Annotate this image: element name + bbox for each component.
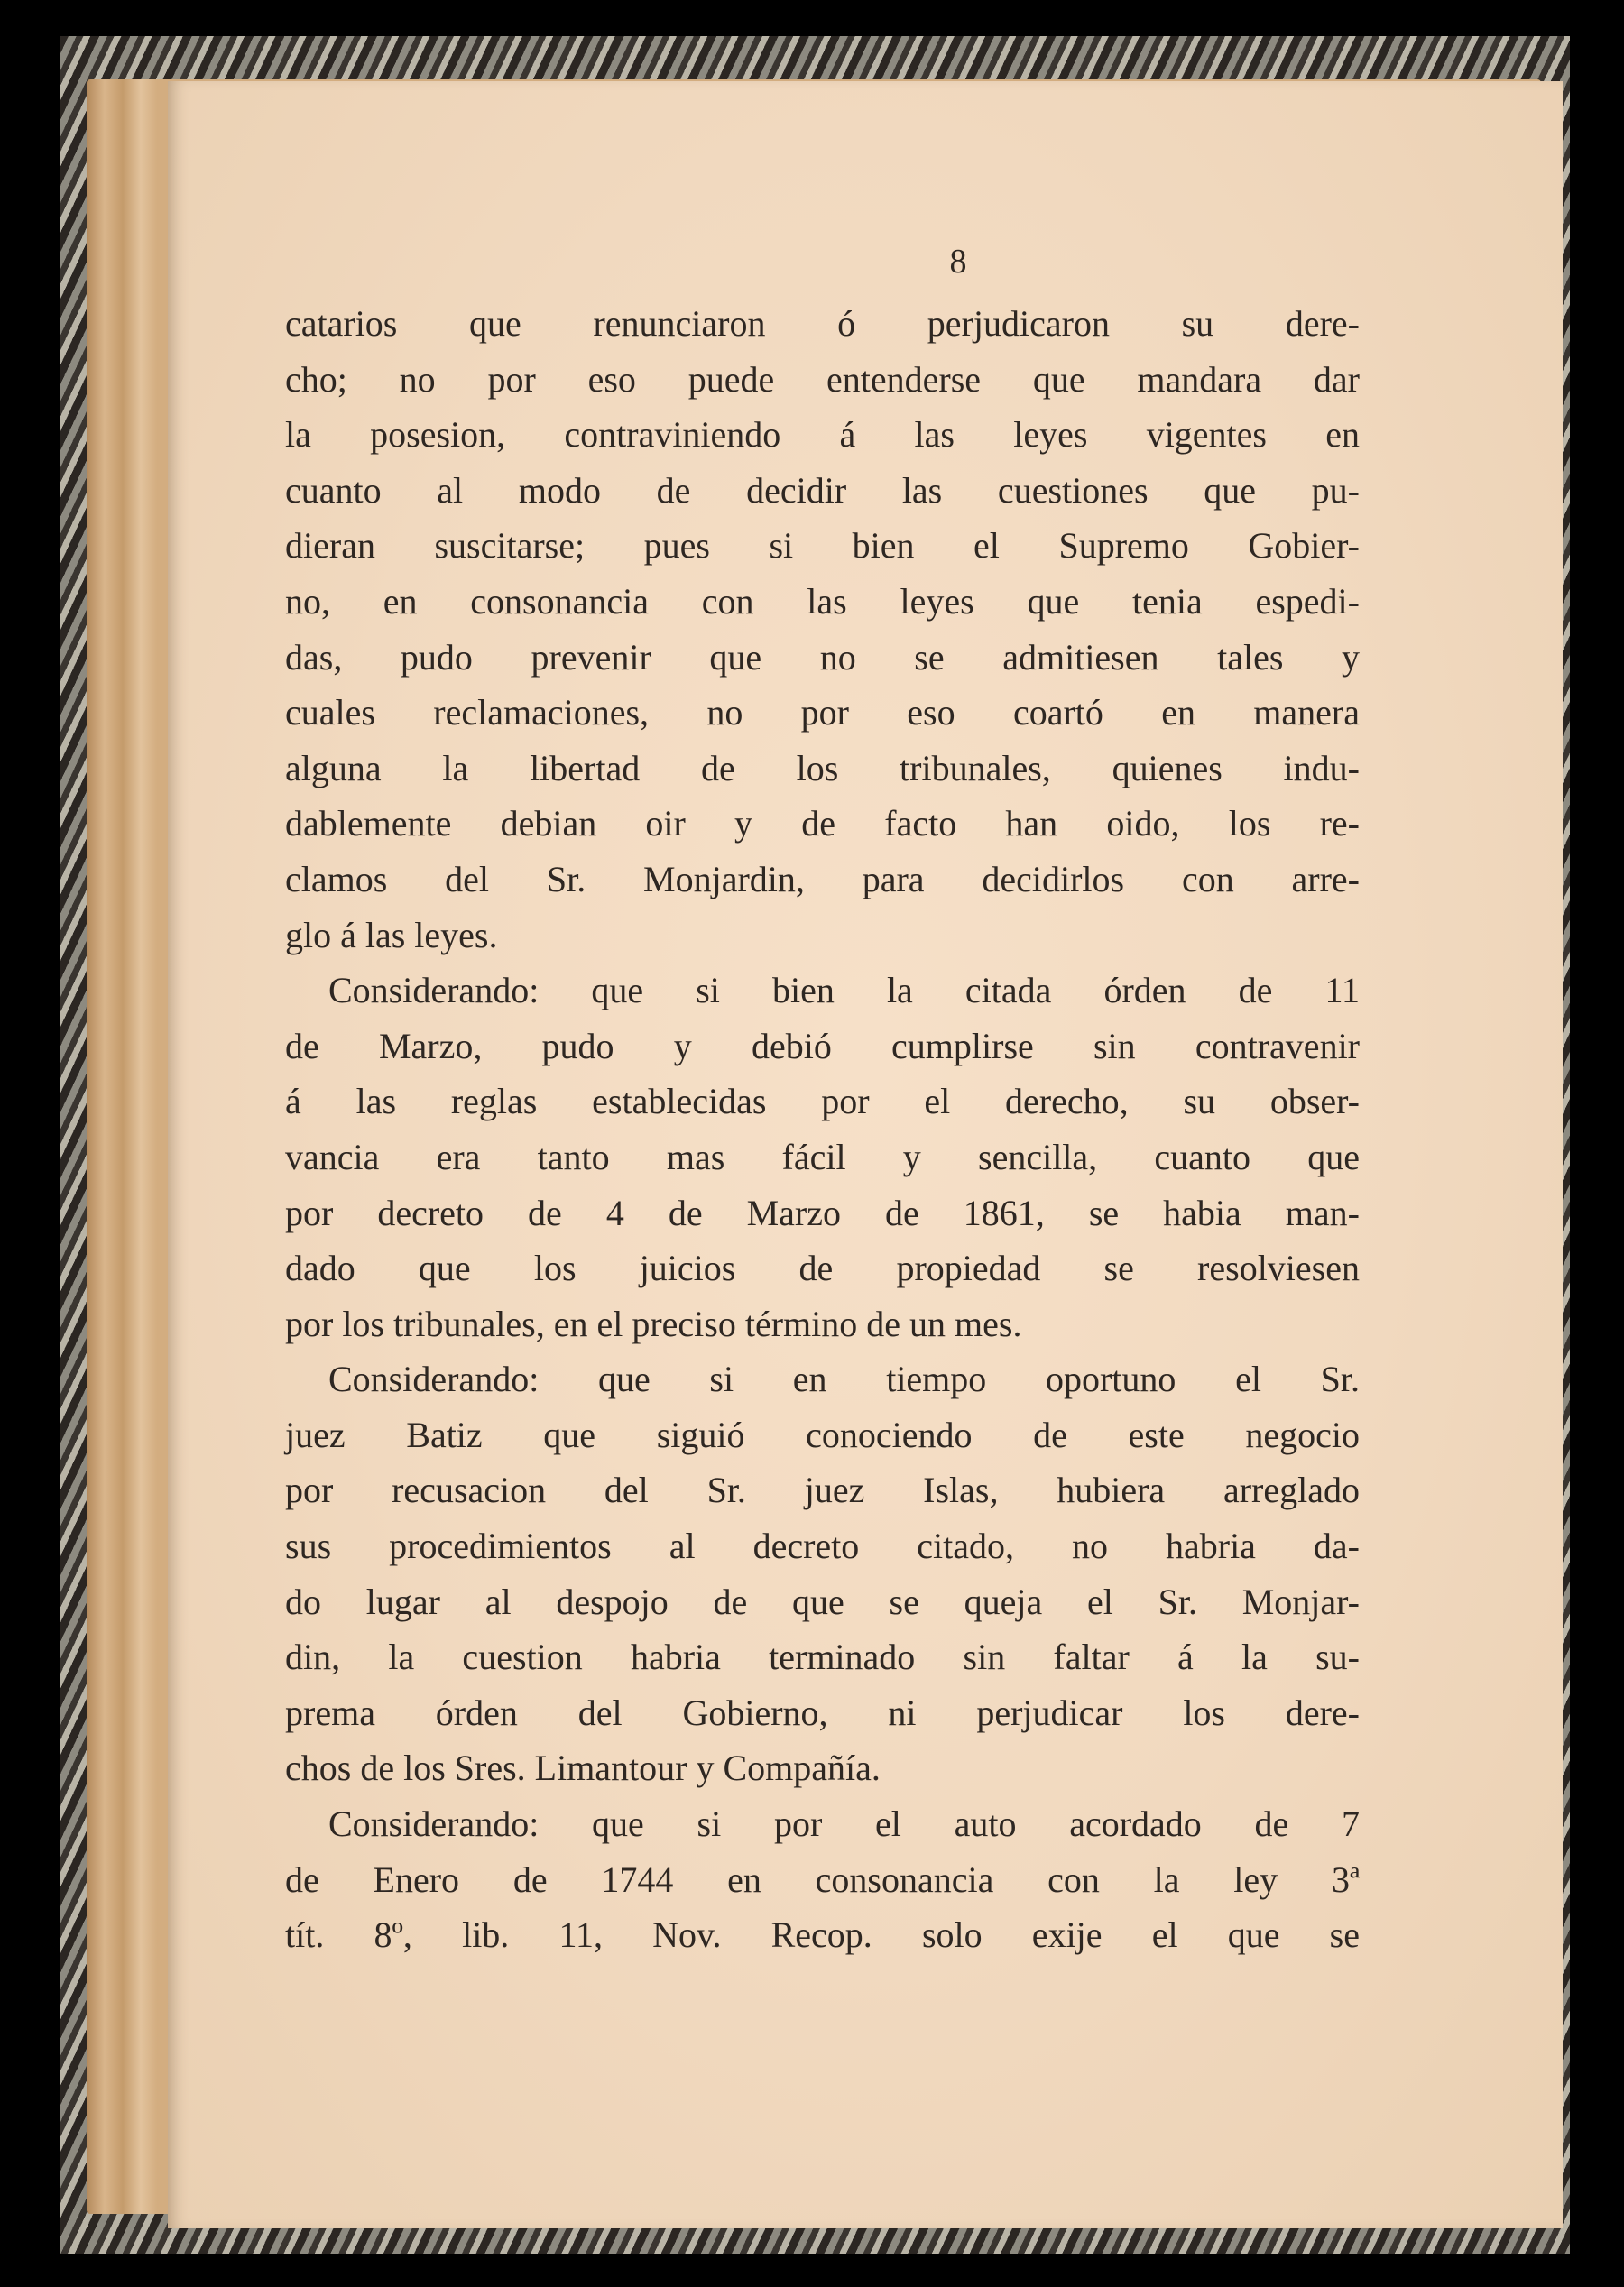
text-line: cuales reclamaciones, no por eso coartó en manera — [285, 692, 1360, 733]
page-number: 8 — [949, 243, 967, 281]
text-line: por decreto de 4 de Marzo de 1861, se habia man- — [285, 1192, 1360, 1233]
text-line: vancia era tanto mas fácil y sencilla, cuanto que — [285, 1136, 1360, 1177]
text-line: de Marzo, pudo y debió cumplirse sin contravenir — [285, 1025, 1360, 1066]
text-line: dieran suscitarse; pues si bien el Supremo Gobier- — [285, 525, 1360, 567]
text-line: Considerando: que si bien la citada órden de 11 — [328, 970, 1360, 1011]
body-text — [285, 296, 1360, 1963]
text-line: por recusacion del Sr. juez Islas, hubiera arreglado — [285, 1470, 1360, 1511]
text-line: cuanto al modo de decidir las cuestiones que pu- — [285, 469, 1360, 511]
text-line: prema órden del Gobierno, ni perjudicar los dere- — [285, 1692, 1360, 1733]
text-line: no, en consonancia con las leyes que tenia espedi- — [285, 580, 1360, 622]
text-line: dablemente debian oir y de facto han oido, los re- — [285, 803, 1360, 844]
text-line: chos de los Sres. Limantour y Compañía. — [285, 1748, 881, 1789]
text-line: juez Batiz que siguió conociendo de este negocio — [285, 1414, 1360, 1455]
text-line: dado que los juicios de propiedad se resolviesen — [285, 1248, 1360, 1289]
text-line: la posesion, contraviniendo á las leyes vigentes en — [285, 414, 1360, 456]
text-line: sus procedimientos al decreto citado, no habria da- — [285, 1526, 1360, 1567]
text-line: clamos del Sr. Monjardin, para decidirlos con arre- — [285, 858, 1360, 899]
text-line: alguna la libertad de los tribunales, quienes indu- — [285, 747, 1360, 788]
text-line: de Enero de 1744 en consonancia con la ley 3ª — [285, 1858, 1360, 1900]
text-line: din, la cuestion habria terminado sin faltar á la su- — [285, 1637, 1360, 1678]
text-line: Considerando: que si en tiempo oportuno el Sr. — [328, 1359, 1360, 1400]
text-line: do lugar al despojo de que se queja el Sr. Monjar- — [285, 1581, 1360, 1622]
text-line: Considerando: que si por el auto acordado de 7 — [328, 1803, 1360, 1845]
text-line: catarios que renunciaron ó perjudicaron su dere- — [285, 303, 1360, 344]
text-line: tít. 8º, lib. 11, Nov. Recop. solo exije el que se — [285, 1914, 1360, 1956]
text-line: cho; no por eso puede entenderse que mandara dar — [285, 358, 1360, 400]
text-line: das, pudo prevenir que no se admitiesen tales y — [285, 636, 1360, 678]
text-line: glo á las leyes. — [285, 914, 498, 955]
text-line: á las reglas establecidas por el derecho, su obser- — [285, 1081, 1360, 1122]
text-line: por los tribunales, en el preciso término de un mes. — [285, 1303, 1022, 1344]
